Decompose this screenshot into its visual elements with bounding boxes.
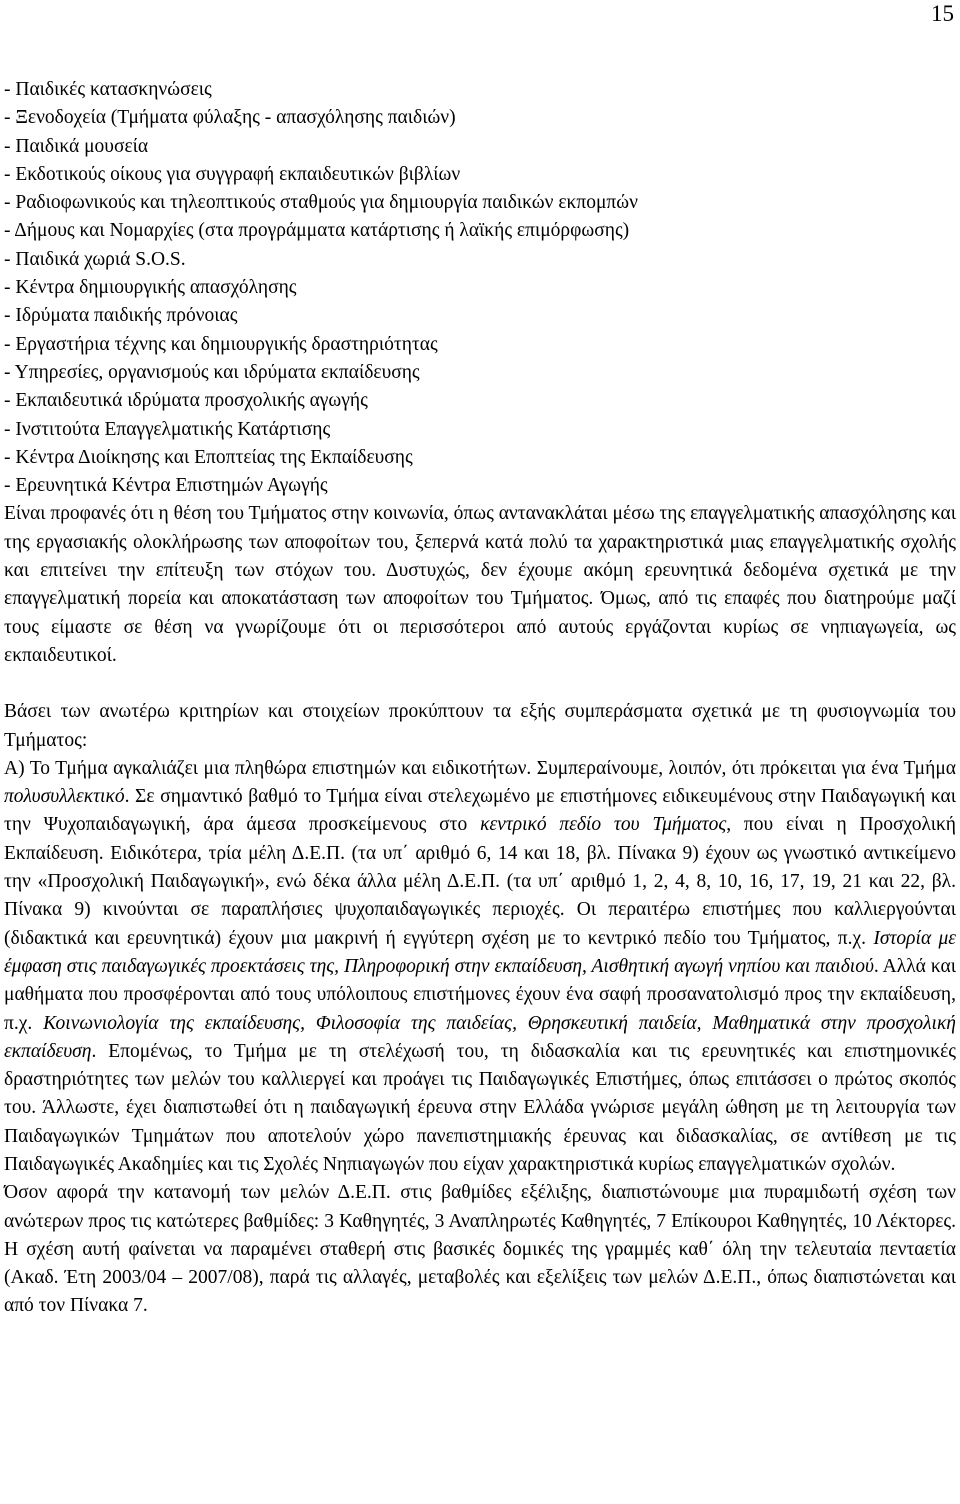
text-run: Α) Το Τμήμα αγκαλιάζει μια πληθώρα επιστημών και ειδικοτήτων. Συμπεραίνουμε, λοιπόν, ότι πρόκειται για ένα Τμήμα (4, 757, 956, 779)
list-item: - Ξενοδοχεία (Τμήματα φύλαξης - απασχόλησης παιδιών) (4, 107, 456, 129)
list-item: - Δήμους και Νομαρχίες (στα προγράμματα κατάρτισης ή λαϊκής επιμόρφωσης) (4, 220, 630, 242)
paragraph-criteria: Βάσει των ανωτέρω κριτηρίων και στοιχείων προκύπτουν τα εξής συμπεράσματα σχετικά με τη φυσιογνωμία του Τμήματος: (4, 701, 956, 751)
italic-term: κεντρικό πεδίο του Τμήματος (480, 814, 727, 836)
text-run: . Επομένως, το Τμήμα με τη στελέχωσή του, τη διδασκαλία και τις ερευνητικές και επιστημονικές δραστηριότητες των μελών του καλλιεργεί και προάγει τις Παιδαγωγικές Επιστήμες, όπως επιτάσσει ο πρώτος σκοπός του. Άλλωστε, έχει διαπιστωθεί ότι η παιδαγωγική έρευνα στην Ελλάδα γνώρισε μεγάλη ώθηση με τη λειτουργία των Παιδαγωγικών Τμημάτων που αποτελούν χώρο πανεπιστημιακής έρευνας και διδασκαλίας, σε αντίθεση με τις Παιδαγωγικές Ακαδημίες και τις Σχολές Νηπιαγωγών που είχαν χαρακτηριστικά κυρίως επαγγελματικών σχολών. (4, 1040, 956, 1175)
list-item: - Ιδρύματα παιδικής πρόνοιας (4, 305, 238, 327)
list-item: - Παιδικά μουσεία (4, 135, 149, 157)
text-run: . Σε σημαντικό βαθμό το Τμήμα είναι στελεχωμένο με επιστήμονες ειδικευμένους στην Παιδαγωγική και την Ψυχοπαιδαγωγική, άρα άμεσα προσκείμενους στο (4, 786, 956, 836)
list-item: - Παιδικά χωριά S.O.S. (4, 248, 186, 270)
text-run: . Αλλά και μαθήματα που προσφέρονται από τους υπόλοιπους επιστήμονες έχουν ένα σαφή προσανατολισμό προς την εκπαίδευση, π.χ. (4, 955, 956, 1034)
page-body (4, 76, 956, 1321)
paragraph-staff-distribution: Όσον αφορά την κατανομή των μελών Δ.Ε.Π. στις βαθμίδες εξέλιξης, διαπιστώνουμε μια πυραμιδωτή σχέση των ανώτερων προς τις κατώτερες βαθμίδες: 3 Καθηγητές, 3 Αναπληρωτές Καθηγητές, 7 Επίκουροι Καθηγητές, 10 Λέκτορες. Η σχέση αυτή φαίνεται να παραμένει σταθερή στις βασικές δομικές της γραμμές καθ΄ όλη την τελευταία πενταετία (Ακαδ. Έτη 2003/04 – 2007/08), παρά τις αλλαγές, μεταβολές και εξελίξεις των μελών Δ.Ε.Π., όπως διαπιστώνεται και από τον Πίνακα 7. (4, 1182, 956, 1317)
list-item: - Εκδοτικούς οίκους για συγγραφή εκπαιδευτικών βιβλίων (4, 163, 461, 185)
italic-term: Κοινωνιολογία της εκπαίδευσης, Φιλοσοφία της παιδείας, Θρησκευτική παιδεία, Μαθηματικά στην προσχολική εκπαίδευση (4, 1012, 956, 1062)
list-item: - Υπηρεσίες, οργανισμούς και ιδρύματα εκπαίδευσης (4, 361, 420, 383)
list-item: - Εκπαιδευτικά ιδρύματα προσχολικής αγωγής (4, 390, 368, 412)
paragraph-conclusion-a (4, 755, 956, 1179)
italic-term: Ιστορία με έμφαση στις παιδαγωγικές προεκτάσεις της, Πληροφορική στην εκπαίδευση, Αισθητική αγωγή νηπίου και παιδιού (4, 927, 956, 977)
list-item: - Ερευνητικά Κέντρα Επιστημών Αγωγής (4, 475, 328, 497)
list-item: - Ραδιοφωνικούς και τηλεοπτικούς σταθμούς για δημιουργία παιδικών εκπομπών (4, 192, 638, 214)
page-number: 15 (931, 1, 954, 26)
list-item: - Παιδικές κατασκηνώσεις (4, 79, 212, 100)
list-item: - Κέντρα Διοίκησης και Εποπτείας της Εκπαίδευσης (4, 446, 413, 468)
paragraph-employment: Είναι προφανές ότι η θέση του Τμήματος στην κοινωνία, όπως αντανακλάται μέσω της επαγγελματικής απασχόλησης και της εργασιακής ολοκλήρωσης των αποφοίτων του, ξεπερνά κατά πολύ τα χαρακτηριστικά μιας επαγγελματικής σχολής και επιτείνει την επίτευξη των στόχων του. Δυστυχώς, δεν έχουμε ακόμη ερευνητικά δεδομένα σχετικά με την επαγγελματική πορεία και αποκατάσταση των αποφοίτων του Τμήματος. Όμως, από τις επαφές που διατηρούμε μαζί τους είμαστε σε θέση να γνωρίζουμε ότι οι περισσότεροι από αυτούς εργάζονται κυρίως σε νηπιαγωγεία, ως εκπαιδευτικοί. (4, 503, 956, 666)
list-item: - Κέντρα δημιουργικής απασχόλησης (4, 277, 297, 299)
italic-term: πολυσυλλεκτικό (4, 786, 125, 808)
list-item: - Εργαστήρια τέχνης και δημιουργικής δραστηριότητας (4, 333, 438, 355)
employment-list (4, 76, 956, 500)
list-item: - Ινστιτούτα Επαγγελματικής Κατάρτισης (4, 418, 331, 440)
paragraph-spacer (4, 670, 956, 698)
text-run: , που είναι η Προσχολική Εκπαίδευση. Ειδικότερα, τρία μέλη Δ.Ε.Π. (τα υπ΄ αριθμό 6, 14 και 18, βλ. Πίνακα 9) έχουν ως γνωστικό αντικείμενο την «Προσχολική Παιδαγωγική», ενώ δέκα άλλα μέλη Δ.Ε.Π. (τα υπ΄ αριθμό 1, 2, 4, 8, 10, 16, 17, 19, 21 και 22, βλ. Πίνακα 9) κινούνται σε παραπλήσιες ψυχοπαιδαγωγικές περιοχές. Οι περαιτέρω επιστήμες που καλλιεργούνται (διδακτικά και ερευνητικά) έχουν μια μακρινή ή εγγύτερη σχέση με το κεντρικό πεδίο του Τμήματος, π.χ. (4, 814, 956, 949)
